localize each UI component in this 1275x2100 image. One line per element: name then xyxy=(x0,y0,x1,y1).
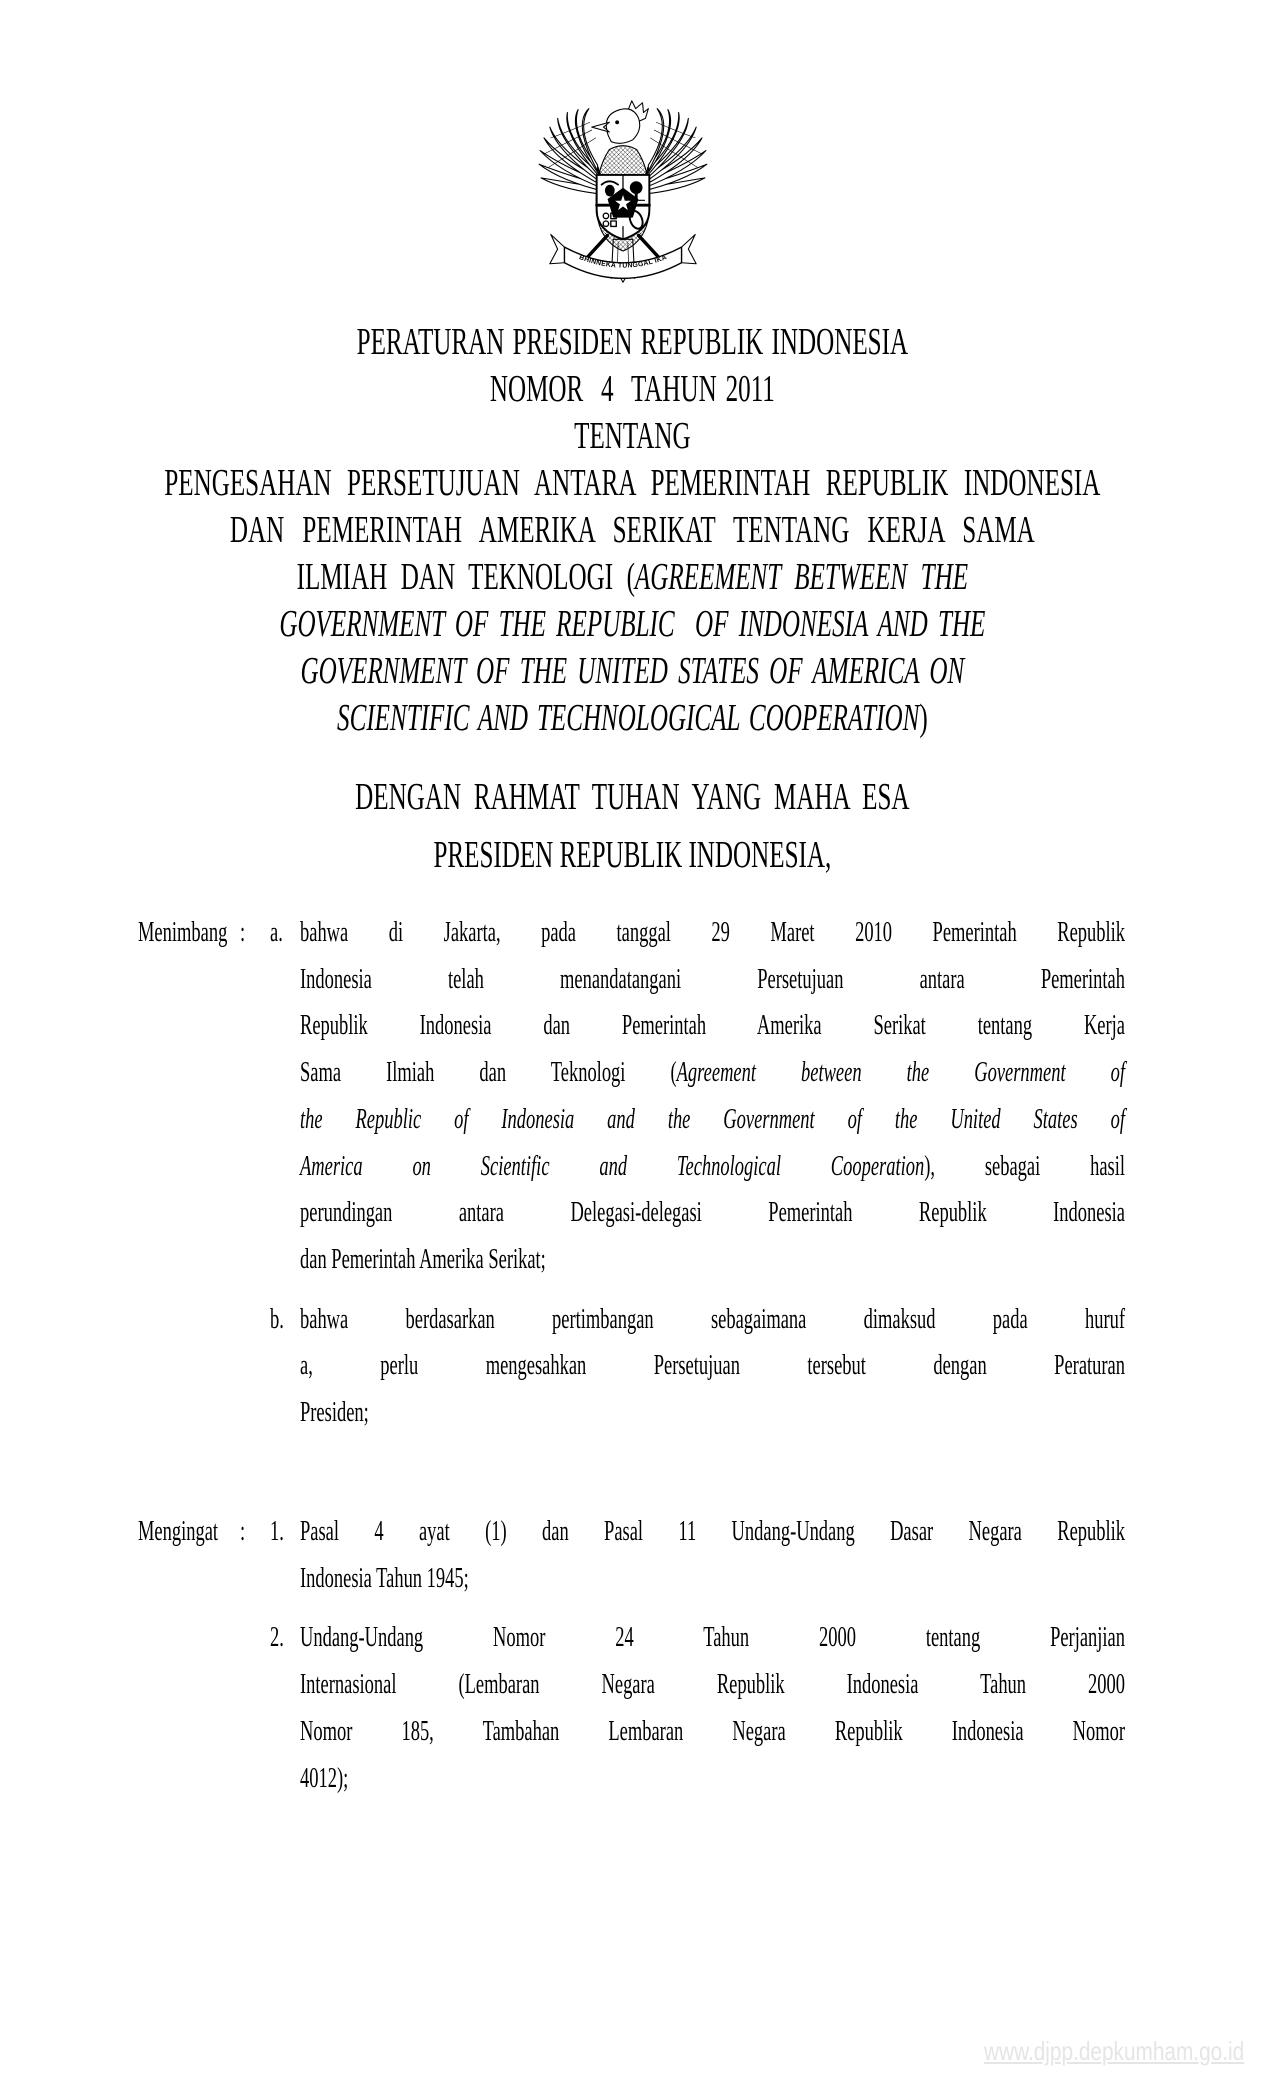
text-line: Pasal 4 ayat (1) dan Pasal 11 Undang-Undang Dasar Negara Republik xyxy=(300,1516,1125,1547)
item-marker: b. xyxy=(270,1303,284,1335)
footer-watermark: www.djpp.depkumham.go.id xyxy=(983,2036,1244,2066)
text-line: Internasional (Lembaran Negara Republik Indonesia Tahun 2000 xyxy=(300,1669,1125,1701)
text-line: GOVERNMENT OF THE REPUBLIC OF INDONESIA AND THE xyxy=(279,603,986,645)
label-separator: : xyxy=(240,1516,246,1547)
text-line: Presiden; xyxy=(300,1397,369,1429)
menimbang-section xyxy=(138,910,1125,1437)
consideration-item-b xyxy=(138,1297,1125,1437)
authority xyxy=(140,832,1125,879)
text-line: Undang-Undang Nomor 24 Tahun 2000 tentang Perjanjian xyxy=(300,1622,1125,1654)
authority-text: PRESIDEN REPUBLIK INDONESIA, xyxy=(433,834,832,876)
text-line: 4012); xyxy=(300,1762,349,1794)
text-line: the Republic of Indonesia and the Government of the United States of xyxy=(300,1103,1125,1135)
item-marker: 1. xyxy=(270,1516,284,1547)
text-line: Sama Ilmiah dan Teknologi (Agreement between the Government of xyxy=(300,1057,1125,1089)
item-marker: a. xyxy=(270,917,283,948)
item-text xyxy=(300,1297,1125,1437)
item-marker: 2. xyxy=(270,1622,284,1654)
legal-basis-item-2 xyxy=(138,1615,1125,1802)
item-text xyxy=(300,1615,1125,1802)
pancasila-shield xyxy=(597,175,650,239)
document-title xyxy=(140,319,1125,742)
text-line: SCIENTIFIC AND TECHNOLOGICAL COOPERATION) xyxy=(337,697,928,739)
head xyxy=(606,109,639,144)
text-line: dan Pemerintah Amerika Serikat; xyxy=(300,1243,546,1275)
text-line: a, perlu mengesahkan Persetujuan tersebut dengan Peraturan xyxy=(300,1350,1125,1382)
text-line: PENGESAHAN PERSETUJUAN ANTARA PEMERINTAH REPUBLIK INDONESIA xyxy=(164,462,1101,504)
text-line: bahwa di Jakarta, pada tanggal 29 Maret 2010 Pemerintah Republik xyxy=(300,917,1125,948)
text-line: Nomor 185, Tambahan Lembaran Negara Republik Indonesia Nomor xyxy=(300,1715,1125,1747)
section-label: Mengingat xyxy=(138,1516,219,1547)
garuda-pancasila-emblem xyxy=(533,93,713,293)
text-line: Republik Indonesia dan Pemerintah Amerika Serikat tentang Kerja xyxy=(300,1010,1125,1042)
label-separator: : xyxy=(240,917,246,948)
item-text xyxy=(300,910,1125,1284)
document-title-lines xyxy=(140,319,1125,742)
text-line: PERATURAN PRESIDEN REPUBLIK INDONESIA xyxy=(356,321,909,363)
text-line: bahwa berdasarkan pertimbangan sebagaimana dimaksud pada huruf xyxy=(300,1303,1125,1335)
text-line: Indonesia Tahun 1945; xyxy=(300,1562,469,1594)
text-line: GOVERNMENT OF THE UNITED STATES OF AMERICA ON xyxy=(300,650,965,692)
left-wing xyxy=(539,109,605,195)
emblem-motto: BHINNEKA TUNGGAL IKA xyxy=(578,254,668,270)
invocation xyxy=(140,774,1125,821)
bull-head xyxy=(605,185,615,197)
section-label: Menimbang xyxy=(138,917,228,948)
legal-basis-item-1 xyxy=(138,1509,1125,1602)
text-line: Indonesia telah menandatangani Persetujuan antara Pemerintah xyxy=(300,963,1125,995)
banyan-tree xyxy=(630,181,643,194)
eye xyxy=(615,120,619,124)
text-line: DAN PEMERINTAH AMERIKA SERIKAT TENTANG KERJA SAMA xyxy=(229,509,1035,551)
mengingat-section xyxy=(138,1509,1125,1802)
text-line: ILMIAH DAN TEKNOLOGI (AGREEMENT BETWEEN THE xyxy=(296,556,969,598)
text-line: TENTANG xyxy=(574,415,691,457)
invocation-text: DENGAN RAHMAT TUHAN YANG MAHA ESA xyxy=(355,776,910,818)
right-wing xyxy=(641,109,707,195)
text-line: America on Scientific and Technological Cooperation), sebagai hasil xyxy=(300,1150,1125,1182)
consideration-item-a xyxy=(138,910,1125,1284)
text-line: perundingan antara Delegasi-delegasi Pemerintah Republik Indonesia xyxy=(300,1197,1125,1229)
text-line: NOMOR 4 TAHUN 2011 xyxy=(489,368,775,410)
item-text xyxy=(300,1509,1125,1602)
